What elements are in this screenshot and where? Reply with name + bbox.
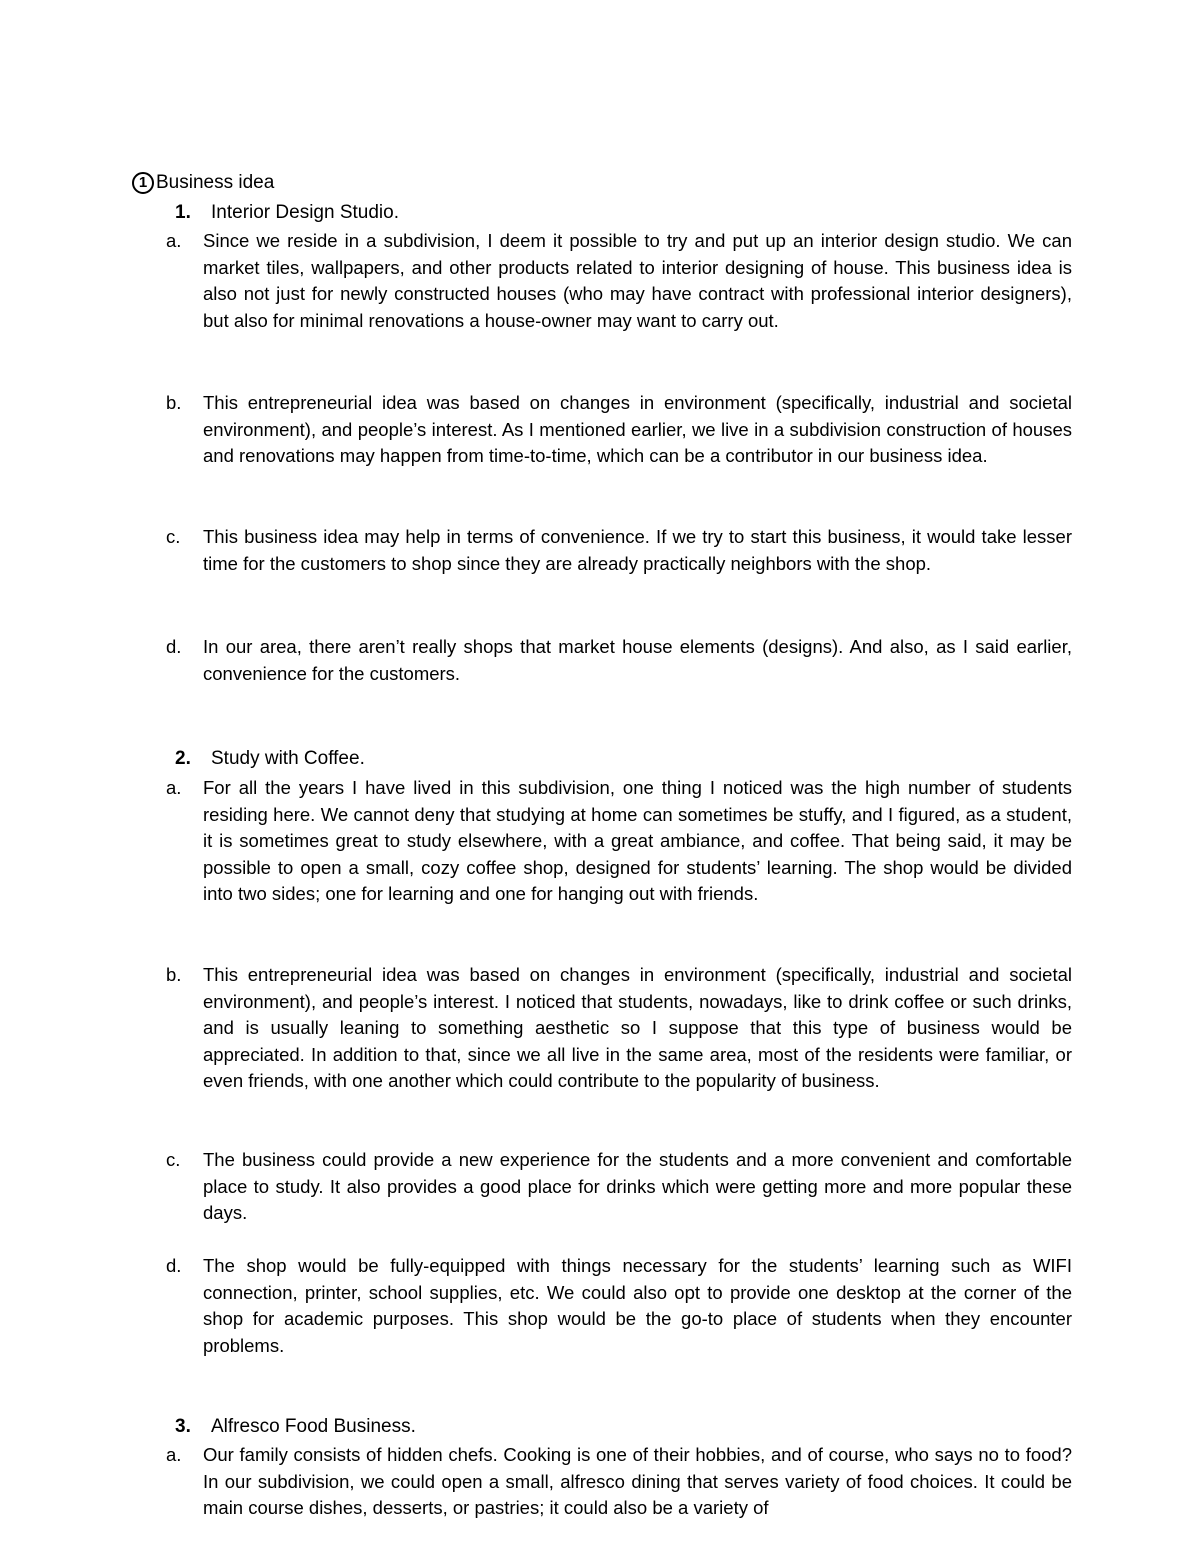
section-title-alfresco-food — [175, 1414, 416, 1440]
circled-number: 1 — [132, 172, 154, 194]
item-text: This entrepreneurial idea was based on changes in environment (specifically, industrial and societal environment), and people’s interest. As I mentioned earlier, we live in a subdivision construction of houses and renovations may happen from time-to-time, which can be a contributor in our business idea. — [203, 392, 1072, 467]
section-title-text: Study with Coffee. — [211, 748, 365, 769]
main-heading-label: Business idea — [156, 172, 275, 193]
section-title-text: Interior Design Studio. — [211, 202, 399, 223]
main-heading — [132, 170, 274, 196]
item-text: The business could provide a new experience for the students and a more convenient and comfortable place to study. It also provides a good place for drinks which were getting more and more popular these days. — [203, 1149, 1072, 1224]
item-letter: d. — [166, 1255, 182, 1276]
list-item — [166, 524, 1072, 577]
item-letter: a. — [166, 1444, 182, 1465]
list-item — [166, 390, 1072, 470]
section-title-study-with-coffee — [175, 746, 365, 772]
section-title-text: Alfresco Food Business. — [211, 1416, 416, 1437]
item-text: In our area, there aren’t really shops that market house elements (designs). And also, as I said earlier, convenience for the customers. — [203, 636, 1072, 684]
item-letter: b. — [166, 392, 182, 413]
section-title-interior-design — [175, 200, 399, 226]
list-item — [166, 1147, 1072, 1227]
item-text: Our family consists of hidden chefs. Cooking is one of their hobbies, and of course, who says no to food? In our subdivision, we could open a small, alfresco dining that serves variety of food choices. It could be main course dishes, desserts, or pastries; it could also be a variety of — [203, 1444, 1072, 1519]
item-text: The shop would be fully-equipped with things necessary for the students’ learning such as WIFI connection, printer, school supplies, etc. We could also opt to provide one desktop at the corner of the shop for academic purposes. This shop would be the go-to place of students when they encounter problems. — [203, 1255, 1072, 1356]
list-item — [166, 1442, 1072, 1522]
list-item — [166, 962, 1072, 1095]
item-text: Since we reside in a subdivision, I deem it possible to try and put up an interior design studio. We can market tiles, wallpapers, and other products related to interior designing of house. This business idea is also not just for newly constructed houses (who may have contract with professional interior designers), but also for minimal renovations a house-owner may want to carry out. — [203, 230, 1072, 331]
section-number: 3. — [175, 1416, 191, 1437]
item-letter: c. — [166, 1149, 181, 1170]
item-letter: b. — [166, 964, 182, 985]
item-text: This entrepreneurial idea was based on changes in environment (specifically, industrial and societal environment), and people’s interest. I noticed that students, nowadays, like to drink coffee or such drinks, and is usually leaning to something aesthetic so I suppose that this type of business would be appreciated. In addition to that, since we all live in the same area, most of the residents were familiar, or even friends, with one another which could contribute to the popularity of business. — [203, 964, 1072, 1092]
item-letter: a. — [166, 777, 182, 798]
item-letter: a. — [166, 230, 182, 251]
list-item — [166, 1253, 1072, 1359]
list-item — [166, 228, 1072, 334]
section-number: 1. — [175, 202, 191, 223]
item-text: For all the years I have lived in this subdivision, one thing I noticed was the high number of students residing here. We cannot deny that studying at home can sometimes be stuffy, and I figured, as a student, it is sometimes great to study elsewhere, with a great ambiance, and coffee. That being said, it may be possible to open a small, cozy coffee shop, designed for students’ learning. The shop would be divided into two sides; one for learning and one for hanging out with friends. — [203, 777, 1072, 905]
list-item — [166, 634, 1072, 687]
item-text: This business idea may help in terms of convenience. If we try to start this business, it would take lesser time for the customers to shop since they are already practically neighbors with the shop. — [203, 526, 1072, 574]
item-letter: c. — [166, 526, 181, 547]
section-number: 2. — [175, 748, 191, 769]
item-letter: d. — [166, 636, 182, 657]
list-item — [166, 775, 1072, 908]
